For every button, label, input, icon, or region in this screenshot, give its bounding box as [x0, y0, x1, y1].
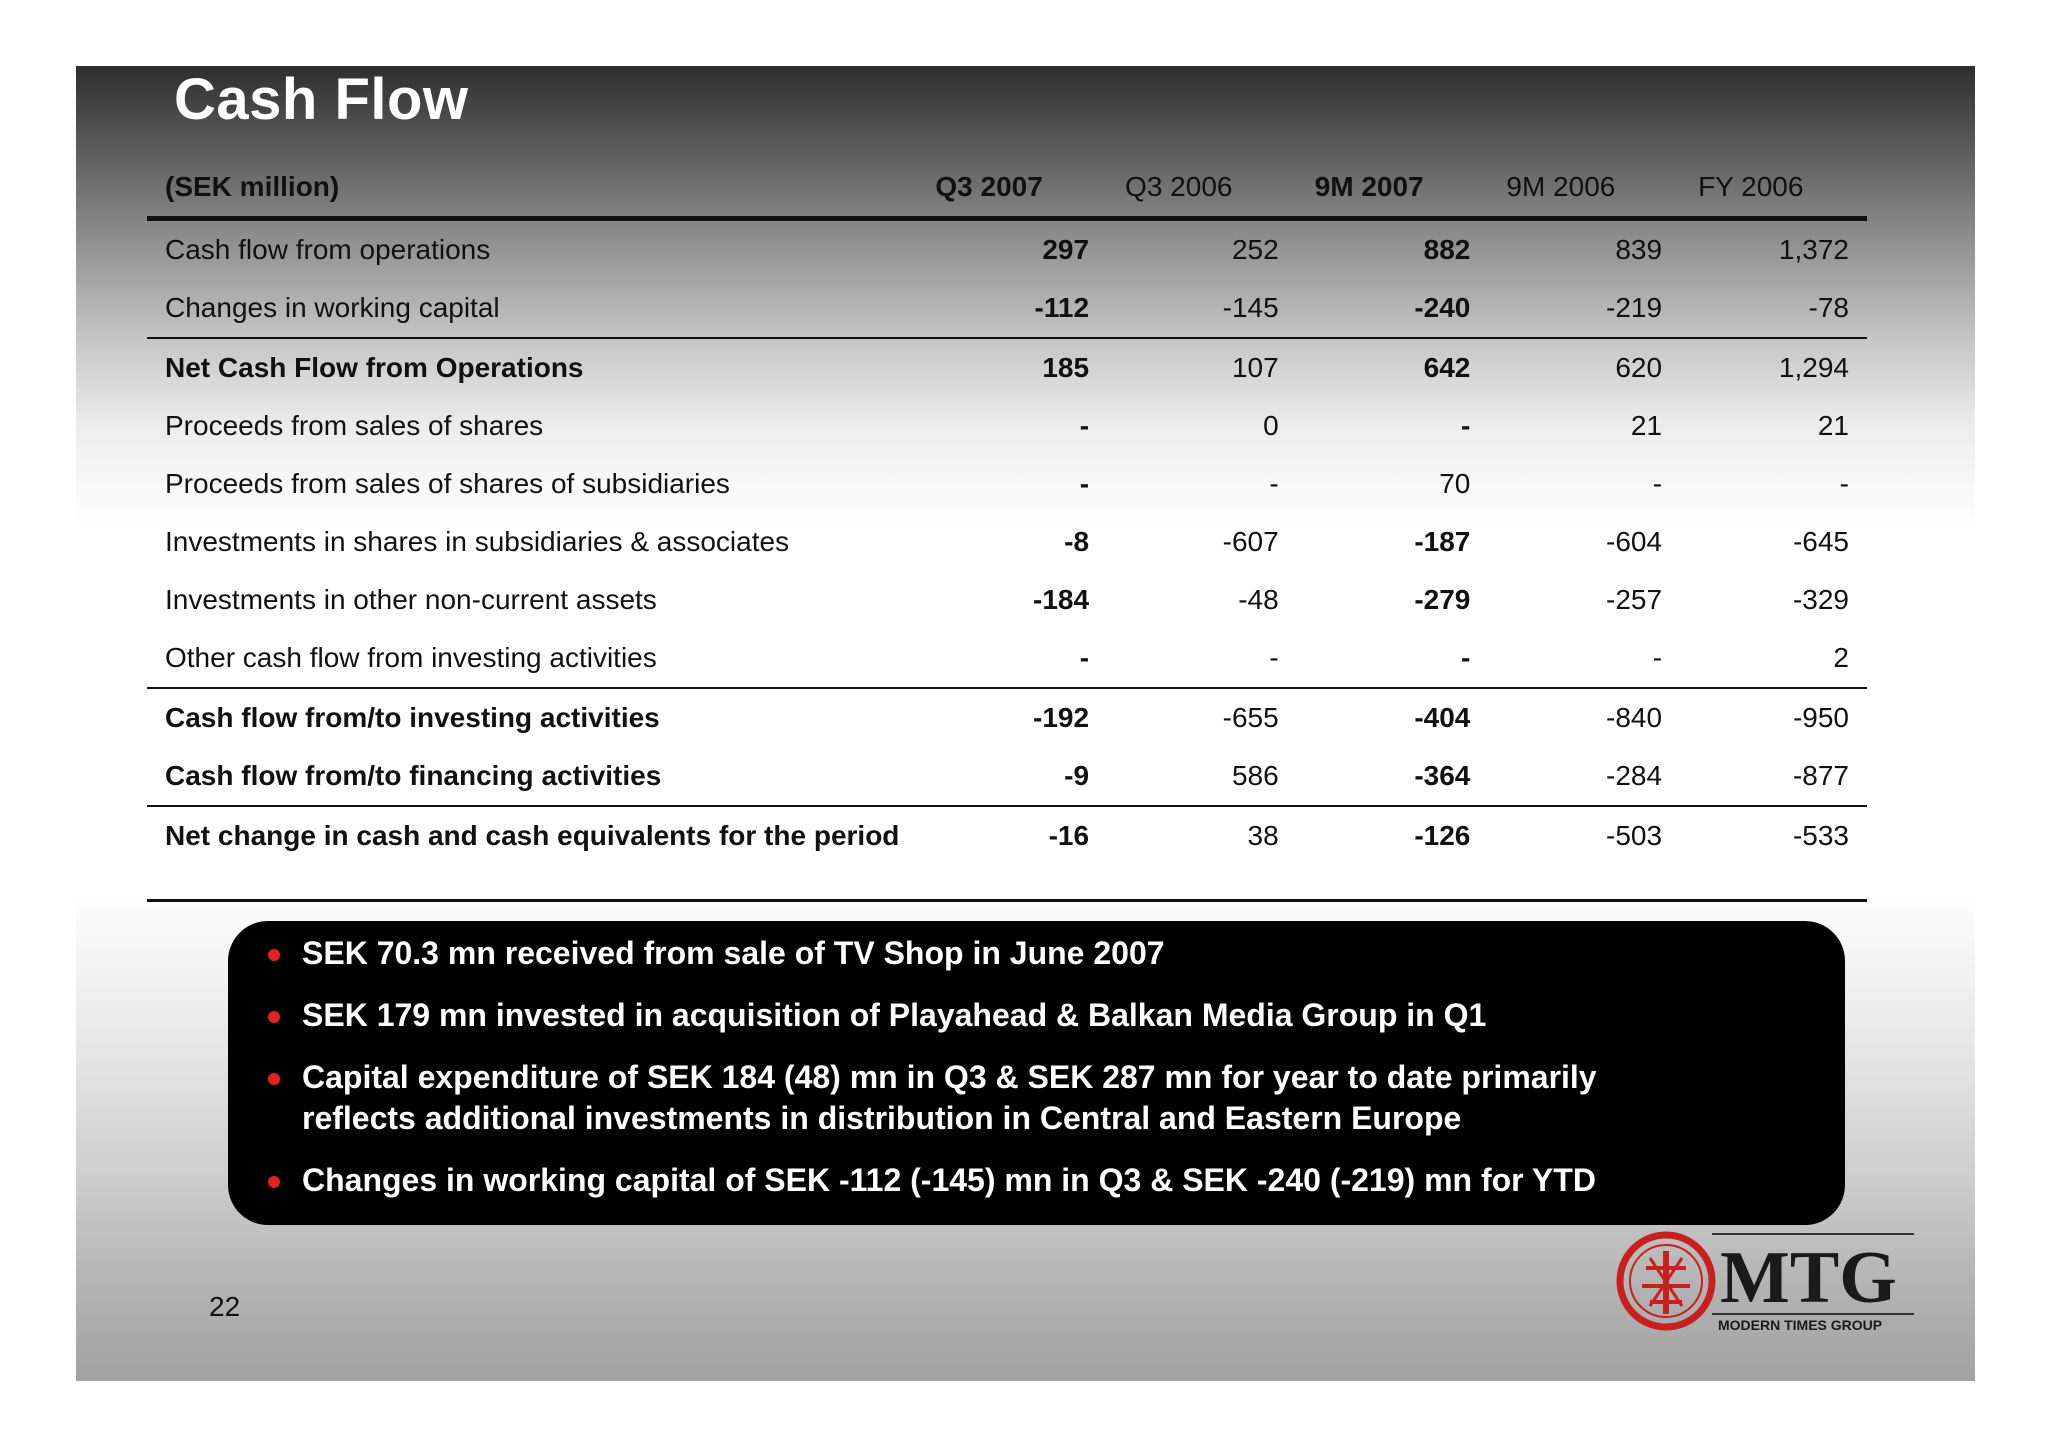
cell-q3-2006: 38 — [1107, 806, 1297, 865]
row-label: Other cash flow from investing activities — [165, 642, 657, 673]
table-row-subtotal — [147, 747, 1867, 806]
row-label: Cash flow from operations — [165, 234, 491, 265]
column-header-q3-2007: Q3 2007 — [917, 158, 1107, 219]
cell-9m-2006: 839 — [1615, 234, 1663, 265]
row-label: Net change in cash and cash equivalents for the period — [147, 806, 917, 865]
cell-q3-2006: 586 — [1231, 760, 1279, 791]
row-label: Proceeds from sales of shares of subsidiaries — [165, 468, 730, 499]
column-header-9m-2006: 9M 2006 — [1488, 158, 1680, 219]
cell-q3-2006: 0 — [1263, 410, 1279, 441]
highlight-item — [268, 1160, 1805, 1201]
column-header-q3-2006: Q3 2006 — [1107, 158, 1297, 219]
cell-q3-2007: 297 — [1042, 234, 1090, 265]
cell-q3-2007: - — [1079, 642, 1090, 673]
cell-fy-2006: -877 — [1792, 760, 1849, 791]
cell-q3-2007: -9 — [1064, 760, 1090, 791]
highlight-text: Changes in working capital of SEK -112 (-145) mn in Q3 & SEK -240 (-219) mn for YTD — [302, 1162, 1596, 1198]
cell-q3-2007: 185 — [917, 338, 1107, 397]
column-header-label: (SEK million) — [147, 158, 917, 219]
table-header-row — [147, 158, 1867, 219]
cell-fy-2006: 1,372 — [1778, 234, 1849, 265]
table-row-subtotal — [147, 338, 1867, 397]
logo-wordmark: MTG — [1720, 1237, 1897, 1319]
cell-9m-2006: -503 — [1488, 806, 1680, 865]
row-label: Cash flow from/to investing activities — [147, 688, 917, 747]
table-row — [147, 455, 1867, 513]
red-bullet-icon — [268, 949, 280, 961]
cell-q3-2006: -655 — [1107, 688, 1297, 747]
cell-9m-2007: -364 — [1414, 760, 1471, 791]
cell-fy-2006: -645 — [1792, 526, 1849, 557]
cell-q3-2007: - — [1079, 468, 1090, 499]
column-header-9m-2007: 9M 2007 — [1297, 158, 1489, 219]
cell-9m-2007: -279 — [1414, 584, 1471, 615]
row-label: Investments in shares in subsidiaries & associates — [165, 526, 790, 557]
cell-9m-2007: -126 — [1297, 806, 1489, 865]
table-row — [147, 219, 1867, 280]
column-header-fy-2006: FY 2006 — [1680, 158, 1867, 219]
table-row — [147, 279, 1867, 338]
row-label: Changes in working capital — [165, 292, 500, 323]
row-label: Proceeds from sales of shares — [165, 410, 544, 441]
table-row — [147, 513, 1867, 571]
cell-fy-2006: - — [1839, 468, 1849, 499]
slide — [76, 66, 1975, 1381]
table-row-subtotal — [147, 688, 1867, 747]
cell-9m-2006: -604 — [1606, 526, 1663, 557]
table-row-total — [147, 806, 1867, 865]
cell-fy-2006: -533 — [1680, 806, 1867, 865]
table-row — [147, 571, 1867, 629]
cell-fy-2006: 1,294 — [1680, 338, 1867, 397]
highlight-item — [268, 933, 1805, 974]
highlight-item — [268, 1057, 1805, 1139]
cell-9m-2006: -840 — [1488, 688, 1680, 747]
page-number: 22 — [209, 1291, 241, 1322]
cell-9m-2007: 642 — [1297, 338, 1489, 397]
cell-q3-2006: 252 — [1231, 234, 1279, 265]
cell-9m-2007: 70 — [1439, 468, 1471, 499]
cell-9m-2007: 882 — [1423, 234, 1471, 265]
highlight-text: SEK 179 mn invested in acquisition of Playahead & Balkan Media Group in Q1 — [302, 997, 1487, 1033]
cell-9m-2006: - — [1652, 642, 1663, 673]
table-row — [147, 629, 1867, 688]
cell-9m-2007: -187 — [1414, 526, 1471, 557]
highlight-text: Capital expenditure of SEK 184 (48) mn in Q3 & SEK 287 mn for year to date primarily reflects additional investments in distribution in Central and Eastern Europe — [302, 1059, 1597, 1136]
cell-9m-2007: - — [1461, 642, 1471, 673]
cell-q3-2006: 107 — [1107, 338, 1297, 397]
cell-fy-2006: -78 — [1808, 292, 1849, 323]
row-label: Cash flow from/to financing activities — [165, 760, 662, 791]
cell-9m-2006: -284 — [1606, 760, 1663, 791]
red-bullet-icon — [268, 1011, 280, 1023]
cell-q3-2006: -48 — [1238, 584, 1279, 615]
page-title: Cash Flow — [174, 67, 469, 132]
highlight-text: SEK 70.3 mn received from sale of TV Shop in June 2007 — [302, 935, 1165, 971]
mtg-logo — [1616, 1226, 1916, 1336]
cell-9m-2006: -257 — [1606, 584, 1663, 615]
cell-fy-2006: -950 — [1680, 688, 1867, 747]
cell-q3-2007: -112 — [1034, 292, 1090, 323]
row-label: Investments in other non-current assets — [165, 584, 657, 615]
highlight-item — [268, 995, 1805, 1036]
mtg-emblem-icon — [1620, 1235, 1712, 1327]
cell-q3-2007: -16 — [917, 806, 1107, 865]
cell-9m-2007: -404 — [1297, 688, 1489, 747]
cell-fy-2006: 21 — [1817, 410, 1849, 441]
cell-9m-2007: -240 — [1414, 292, 1471, 323]
cell-9m-2006: 620 — [1488, 338, 1680, 397]
cell-q3-2006: -145 — [1222, 292, 1279, 323]
cell-9m-2006: -219 — [1606, 292, 1663, 323]
cell-q3-2007: -8 — [1064, 526, 1090, 557]
red-bullet-icon — [268, 1073, 280, 1085]
cell-9m-2006: 21 — [1630, 410, 1663, 441]
cell-fy-2006: -329 — [1792, 584, 1849, 615]
cell-q3-2007: -192 — [917, 688, 1107, 747]
table-bottom-divider — [147, 899, 1867, 902]
row-label: Net Cash Flow from Operations — [147, 338, 917, 397]
cell-q3-2006: -607 — [1222, 526, 1279, 557]
highlights-box — [228, 921, 1845, 1225]
cell-q3-2007: -184 — [1033, 584, 1090, 615]
table-row — [147, 397, 1867, 455]
cell-q3-2006: - — [1269, 468, 1279, 499]
highlights-list — [268, 933, 1805, 1201]
cell-q3-2006: - — [1269, 642, 1279, 673]
cell-q3-2007: - — [1079, 410, 1090, 441]
cell-9m-2007: - — [1461, 410, 1471, 441]
cell-9m-2006: - — [1652, 468, 1663, 499]
cell-fy-2006: 2 — [1833, 642, 1849, 673]
red-bullet-icon — [268, 1176, 280, 1188]
logo-tagline: MODERN TIMES GROUP — [1718, 1317, 1883, 1333]
cash-flow-table — [147, 158, 1867, 865]
